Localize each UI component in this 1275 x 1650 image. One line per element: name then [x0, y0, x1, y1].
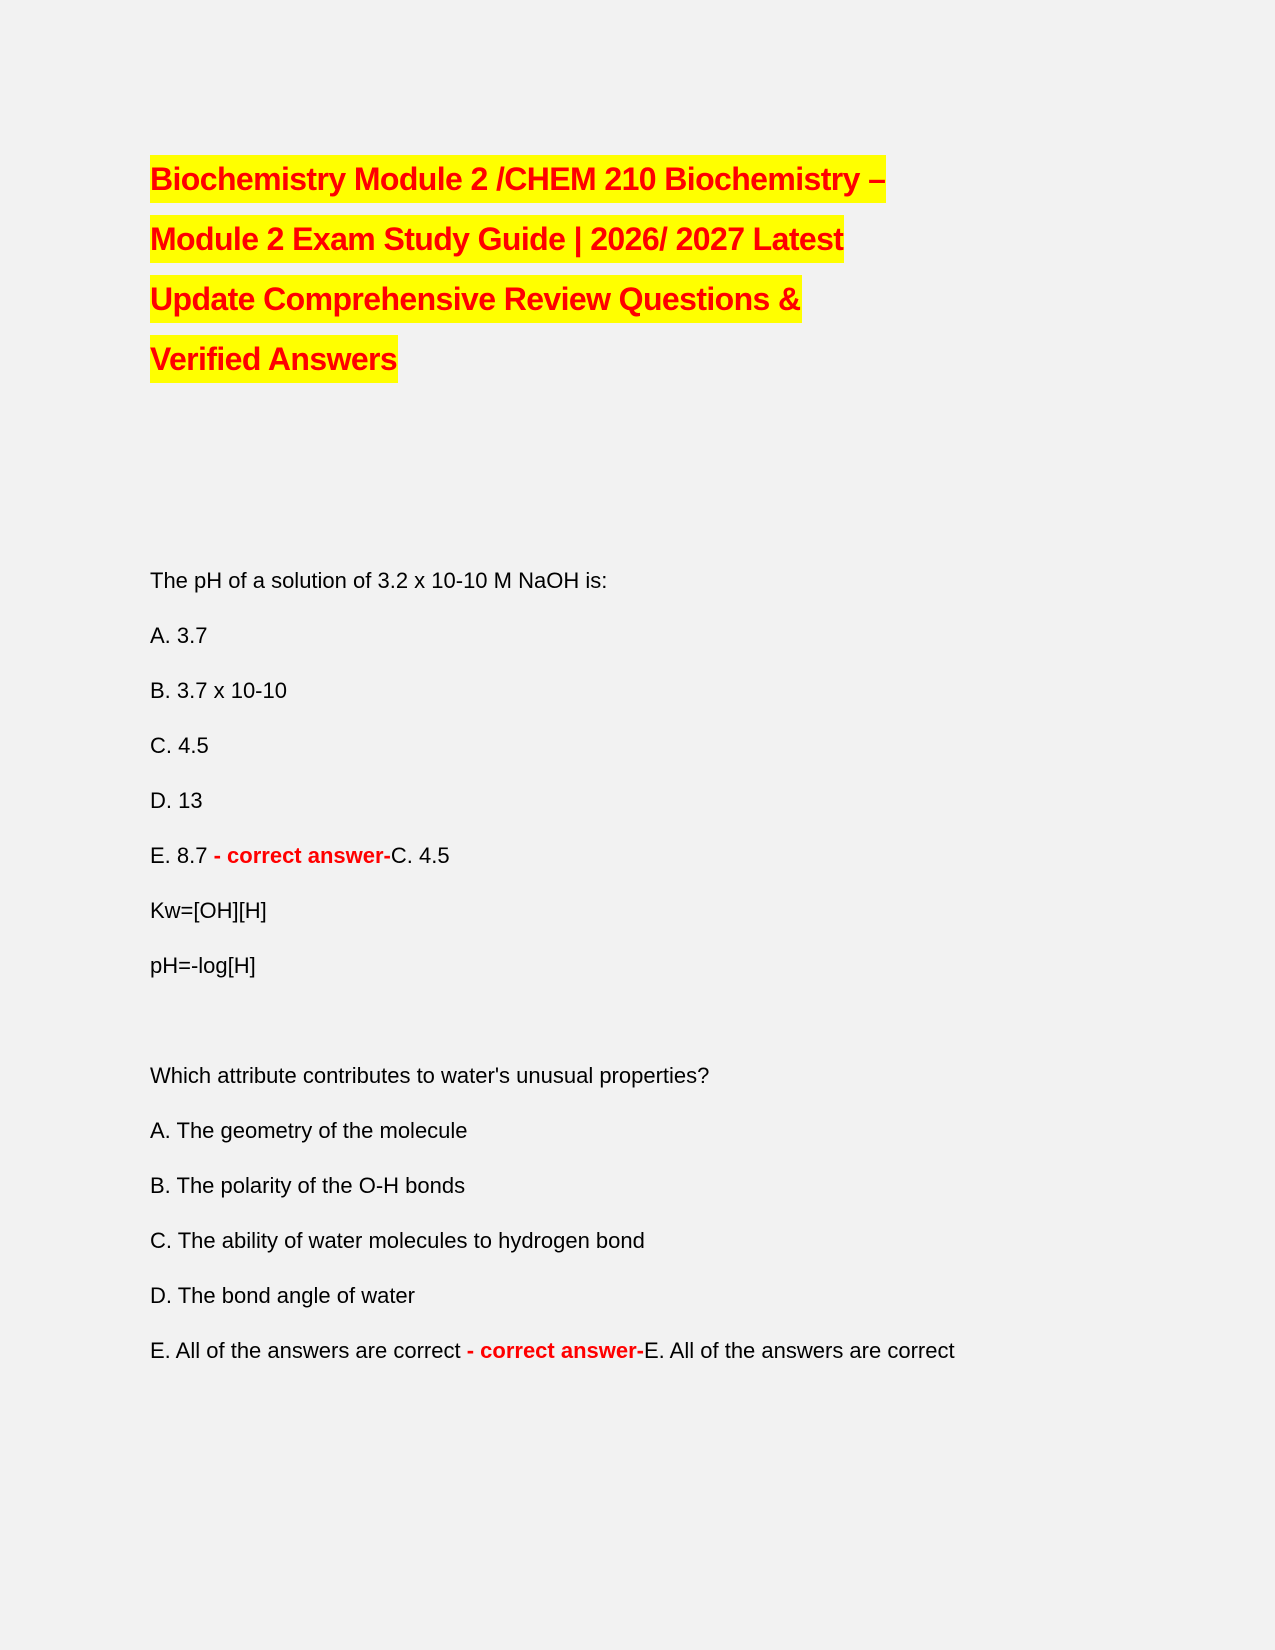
- note: pH=-log[H]: [150, 953, 256, 978]
- answer-marker: - correct answer-: [466, 1338, 644, 1363]
- correct-answer: C. 4.5: [390, 843, 450, 868]
- document-body: [150, 553, 1250, 1378]
- question-text: The pH of a solution of 3.2 x 10-10 M NaOH is:: [150, 568, 608, 593]
- title-line: Module 2 Exam Study Guide | 2026/ 2027 Latest: [150, 215, 844, 263]
- option: E. 8.7: [150, 843, 214, 868]
- option: A. 3.7: [150, 623, 208, 648]
- answer-marker: - correct answer-: [213, 843, 391, 868]
- option-with-answer: [150, 828, 1250, 883]
- title-line: Update Comprehensive Review Questions &: [150, 275, 802, 323]
- option: D. The bond angle of water: [150, 1283, 415, 1308]
- document-title: [150, 150, 1150, 390]
- option: E. All of the answers are correct: [150, 1338, 467, 1363]
- option: B. The polarity of the O-H bonds: [150, 1173, 466, 1198]
- title-line: Verified Answers: [150, 335, 398, 383]
- question-text: Which attribute contributes to water's unusual properties?: [150, 1063, 710, 1088]
- option: D. 13: [150, 788, 203, 813]
- note: Kw=[OH][H]: [150, 898, 267, 923]
- option: C. 4.5: [150, 733, 209, 758]
- option: A. The geometry of the molecule: [150, 1118, 468, 1143]
- correct-answer: E. All of the answers are correct: [644, 1338, 955, 1363]
- title-line: Biochemistry Module 2 /CHEM 210 Biochemistry –: [150, 155, 886, 203]
- option: C. The ability of water molecules to hydrogen bond: [150, 1228, 645, 1253]
- option-with-answer: [150, 1323, 1250, 1378]
- option: B. 3.7 x 10-10: [150, 678, 287, 703]
